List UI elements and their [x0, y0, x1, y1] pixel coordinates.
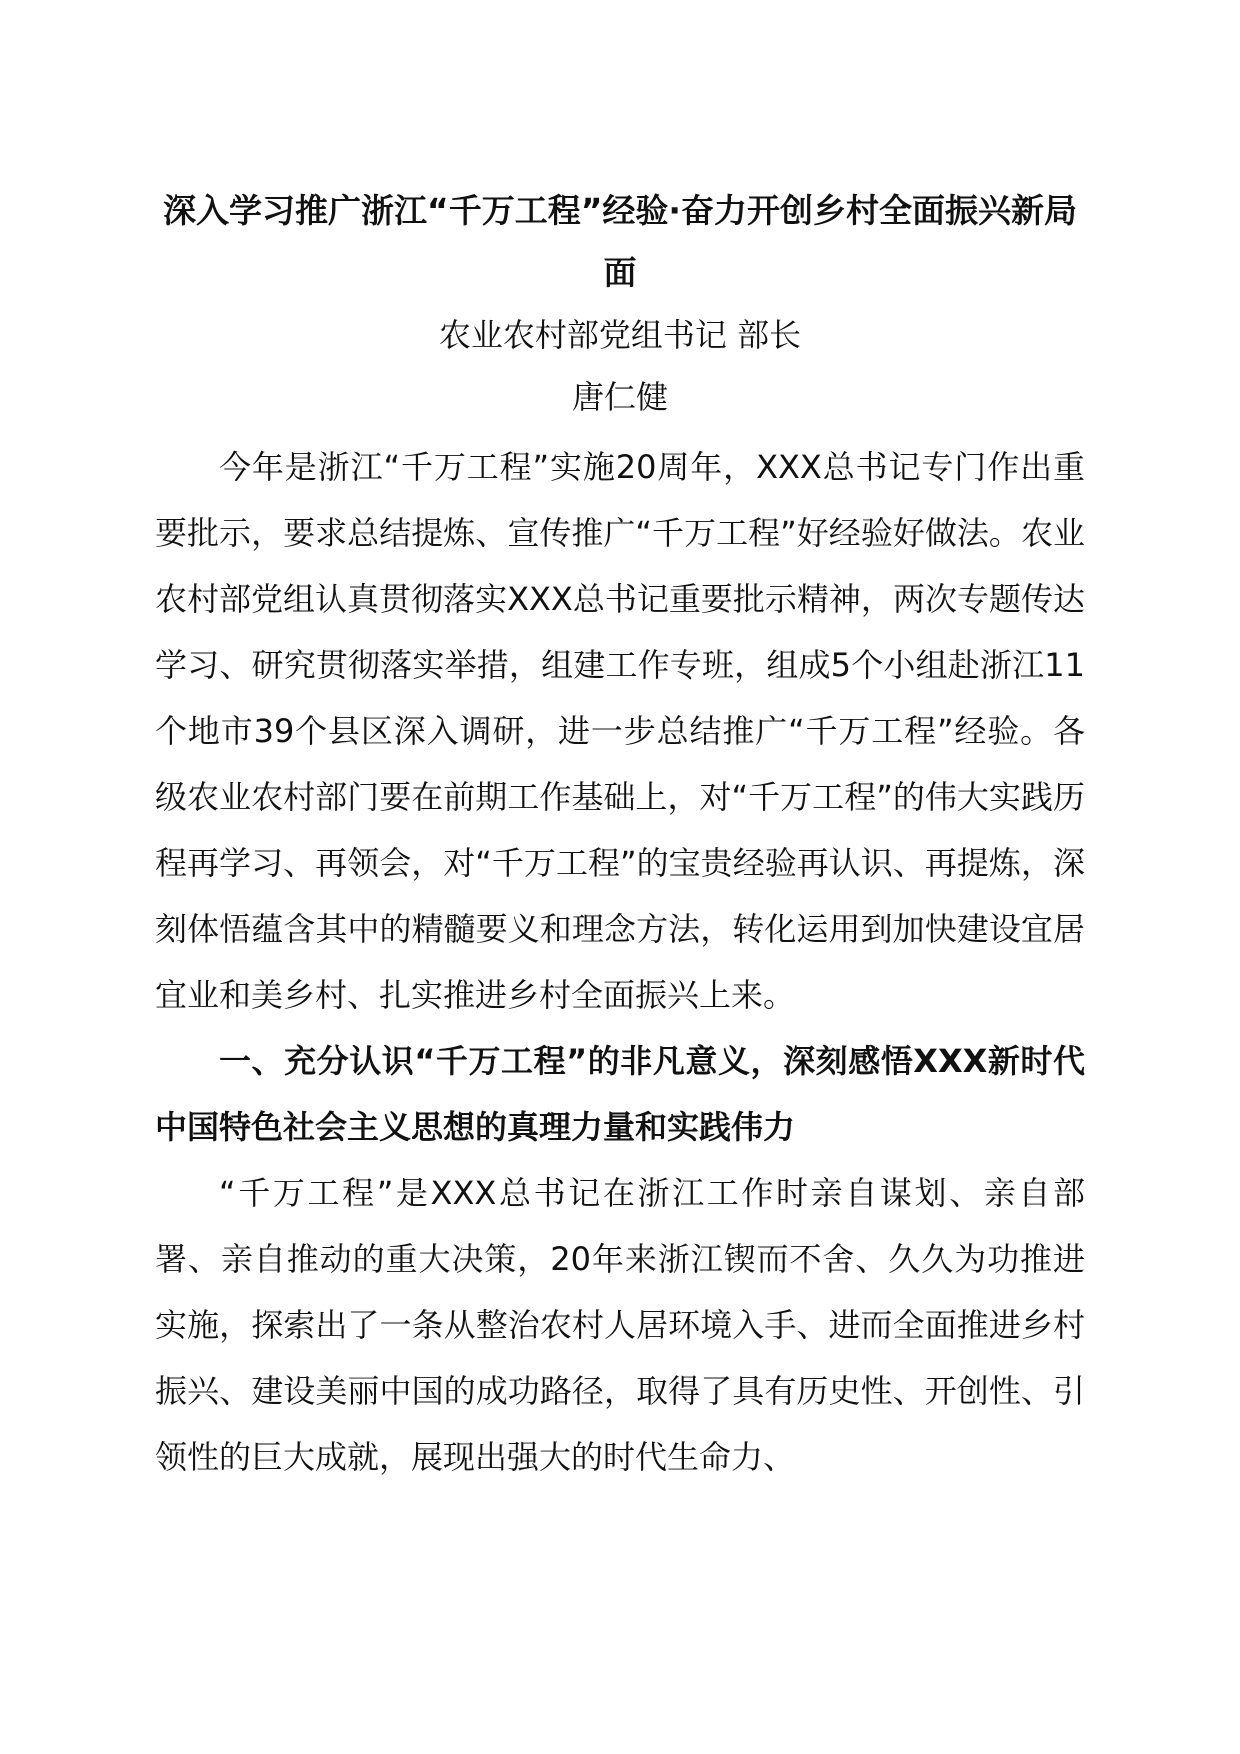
- author-position: 农业农村部党组书记 部长: [438, 316, 802, 354]
- author-name: 唐仁健: [571, 378, 668, 416]
- document-title: 深入学习推广浙江“千万工程”经验·奋力开创乡村全面振兴新局面: [163, 191, 1077, 292]
- intro-paragraph: 今年是浙江“千万工程”实施20周年，XXX总书记专门作出重要批示，要求总结提炼、宣传推广“千万工程”好经验好做法。农业农村部党组认真贯彻落实XXX总书记重要批示精神，两次专题传达学习、研究贯彻落实举措，组建工作专班，组成5个小组赴浙江11个地市39个县区深入调研，进一步总结推广“千万工程”经验。各级农业农村部门要在前期工作基础上，对“千万工程”的伟大实践历程再学习、再领会，对“千万工程”的宝贵经验再认识、再提炼，深刻体悟蕴含其中的精髓要义和理念方法，转化运用到加快建设宜居宜业和美乡村、扎实推进乡村全面振兴上来。: [155, 448, 1085, 1014]
- section-heading-1: 一、充分认识“千万工程”的非凡意义，深刻感悟XXX新时代中国特色社会主义思想的真理力量和实践伟力: [155, 1042, 1085, 1146]
- section-paragraph-1: “千万工程”是XXX总书记在浙江工作时亲自谋划、亲自部署、亲自推动的重大决策，20年来浙江锲而不舍、久久为功推进实施，探索出了一条从整治农村人居环境入手、进而全面推进乡村振兴、建设美丽中国的成功路径，取得了具有历史性、开创性、引领性的巨大成就，展现出强大的时代生命力、: [155, 1174, 1085, 1476]
- document-page: [155, 180, 1085, 1490]
